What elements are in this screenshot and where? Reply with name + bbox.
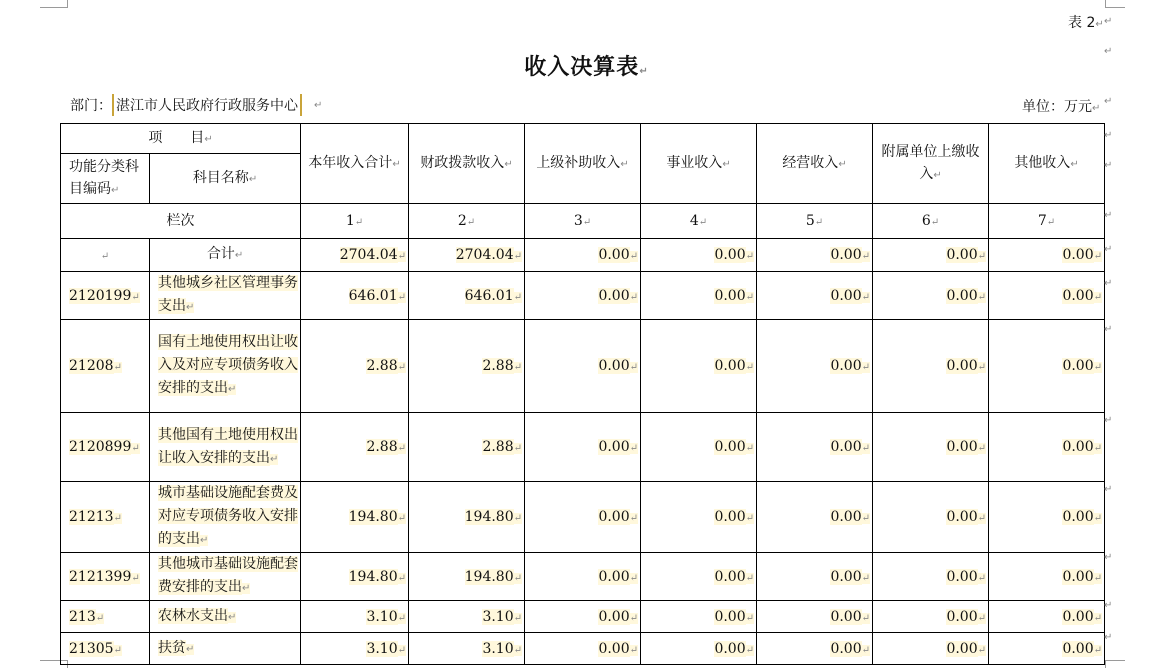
row-value: 2.88↵ (301, 320, 409, 413)
row-value: 194.80↵ (409, 482, 525, 553)
row-value: 0.00↵ (989, 320, 1105, 413)
row-value: 0.00↵ (525, 320, 641, 413)
col-number: 5↵ (757, 204, 873, 239)
table-row (61, 320, 1105, 413)
row-value: 0.00↵ (641, 320, 757, 413)
header-item: 项 目↵ (61, 124, 301, 154)
row-value: 0.00↵ (989, 413, 1105, 482)
header-func-code: 功能分类科目编码↵ (61, 154, 150, 204)
row-value: 0.00↵ (873, 320, 989, 413)
row-value: 0.00↵ (873, 413, 989, 482)
row-value: 3.10↵ (409, 601, 525, 633)
header-col-4: 事业收入↵ (641, 124, 757, 204)
row-subject-name: 其他国有土地使用权出让收入安排的支出↵ (150, 413, 301, 482)
header-col-3: 上级补助收入↵ (525, 124, 641, 204)
row-value: 0.00↵ (873, 633, 989, 665)
row-value: 3.10↵ (301, 601, 409, 633)
total-value: 2704.04↵ (409, 239, 525, 272)
row-subject-name: 其他城市基础设施配套费安排的支出↵ (150, 553, 301, 601)
col-number: 6↵ (873, 204, 989, 239)
row-subject-name: 城市基础设施配套费及对应专项债务收入安排的支出↵ (150, 482, 301, 553)
row-value: 0.00↵ (873, 482, 989, 553)
col-number: 7↵ (989, 204, 1105, 239)
row-value: 0.00↵ (757, 413, 873, 482)
row-value: 0.00↵ (641, 633, 757, 665)
row-value: 3.10↵ (301, 633, 409, 665)
row-code: 2121399↵ (61, 553, 150, 601)
header-subject-name: 科目名称↵ (150, 154, 301, 204)
row-value: 0.00↵ (873, 601, 989, 633)
table-row (61, 553, 1105, 601)
table-row (61, 633, 1105, 665)
row-value: 2.88↵ (301, 413, 409, 482)
header-col-7: 其他收入↵ (989, 124, 1105, 204)
row-value: 0.00↵ (757, 633, 873, 665)
total-label: 合计↵ (150, 239, 301, 272)
row-value: 646.01↵ (409, 272, 525, 320)
row-value: 0.00↵ (641, 413, 757, 482)
row-code: 21305↵ (61, 633, 150, 665)
header-col-5: 经营收入↵ (757, 124, 873, 204)
row-subject-name: 国有土地使用权出让收入及对应专项债务收入安排的支出↵ (150, 320, 301, 413)
row-subject-name: 扶贫↵ (150, 633, 301, 665)
header-col-6: 附属单位上缴收入↵ (873, 124, 989, 204)
col-number: 4↵ (641, 204, 757, 239)
row-code: 21208↵ (61, 320, 150, 413)
col-number: 3↵ (525, 204, 641, 239)
paragraph-marks: ↵ ↵ ↵ ↵ ↵ ↵ ↵ ↵ ↵ ↵ ↵ ↵ ↵ ↵ (1104, 16, 1113, 643)
total-value: 0.00↵ (989, 239, 1105, 272)
row-value: 0.00↵ (989, 272, 1105, 320)
row-value: 0.00↵ (641, 272, 757, 320)
department-row: 部门： 湛江市人民政府行政服务中心 ↵ (70, 94, 322, 116)
row-value: 194.80↵ (409, 553, 525, 601)
header-col-1: 本年收入合计↵ (301, 124, 409, 204)
table-row (61, 482, 1105, 553)
total-value: 0.00↵ (525, 239, 641, 272)
row-value: 0.00↵ (525, 482, 641, 553)
row-value: 0.00↵ (525, 413, 641, 482)
row-value: 2.88↵ (409, 413, 525, 482)
row-subject-name: 其他城乡社区管理事务支出↵ (150, 272, 301, 320)
row-code: 213↵ (61, 601, 150, 633)
row-value: 0.00↵ (757, 482, 873, 553)
header-col-2: 财政拨款收入↵ (409, 124, 525, 204)
page-corner-mark (40, 0, 68, 8)
col-number: 2↵ (409, 204, 525, 239)
row-value: 0.00↵ (873, 272, 989, 320)
col-index-label: 栏次 (61, 204, 301, 239)
department-name[interactable]: 湛江市人民政府行政服务中心 (112, 94, 302, 116)
income-table (60, 123, 1105, 665)
row-code: 2120199↵ (61, 272, 150, 320)
sheet-label: 表 2↵ (1068, 15, 1104, 31)
table-row (61, 601, 1105, 633)
row-value: 0.00↵ (873, 553, 989, 601)
row-value: 0.00↵ (525, 601, 641, 633)
row-value: 0.00↵ (641, 601, 757, 633)
table-row (61, 272, 1105, 320)
department-label: 部门： (70, 98, 112, 114)
total-row (61, 239, 1105, 272)
row-value: 0.00↵ (757, 272, 873, 320)
col-number: 1↵ (301, 204, 409, 239)
row-value: 0.00↵ (757, 601, 873, 633)
row-subject-name: 农林水支出↵ (150, 601, 301, 633)
total-code-cell: ↵ (61, 239, 150, 272)
row-code: 21213↵ (61, 482, 150, 553)
row-value: 0.00↵ (989, 482, 1105, 553)
row-value: 194.80↵ (301, 553, 409, 601)
row-value: 0.00↵ (757, 320, 873, 413)
row-value: 194.80↵ (301, 482, 409, 553)
row-value: 0.00↵ (989, 553, 1105, 601)
row-value: 0.00↵ (989, 601, 1105, 633)
row-value: 0.00↵ (641, 553, 757, 601)
table-row (61, 413, 1105, 482)
total-value: 0.00↵ (641, 239, 757, 272)
document-title: 收入决算表↵ (524, 55, 649, 80)
total-value: 0.00↵ (757, 239, 873, 272)
total-value: 2704.04↵ (301, 239, 409, 272)
row-value: 0.00↵ (525, 633, 641, 665)
total-value: 0.00↵ (873, 239, 989, 272)
row-value: 0.00↵ (757, 553, 873, 601)
row-value: 2.88↵ (409, 320, 525, 413)
row-value: 0.00↵ (525, 272, 641, 320)
row-code: 2120899↵ (61, 413, 150, 482)
row-value: 646.01↵ (301, 272, 409, 320)
row-value: 3.10↵ (409, 633, 525, 665)
row-value: 0.00↵ (525, 553, 641, 601)
unit-label: 单位：万元↵ (1022, 99, 1101, 115)
row-value: 0.00↵ (989, 633, 1105, 665)
table-body (61, 272, 1105, 665)
row-value: 0.00↵ (641, 482, 757, 553)
